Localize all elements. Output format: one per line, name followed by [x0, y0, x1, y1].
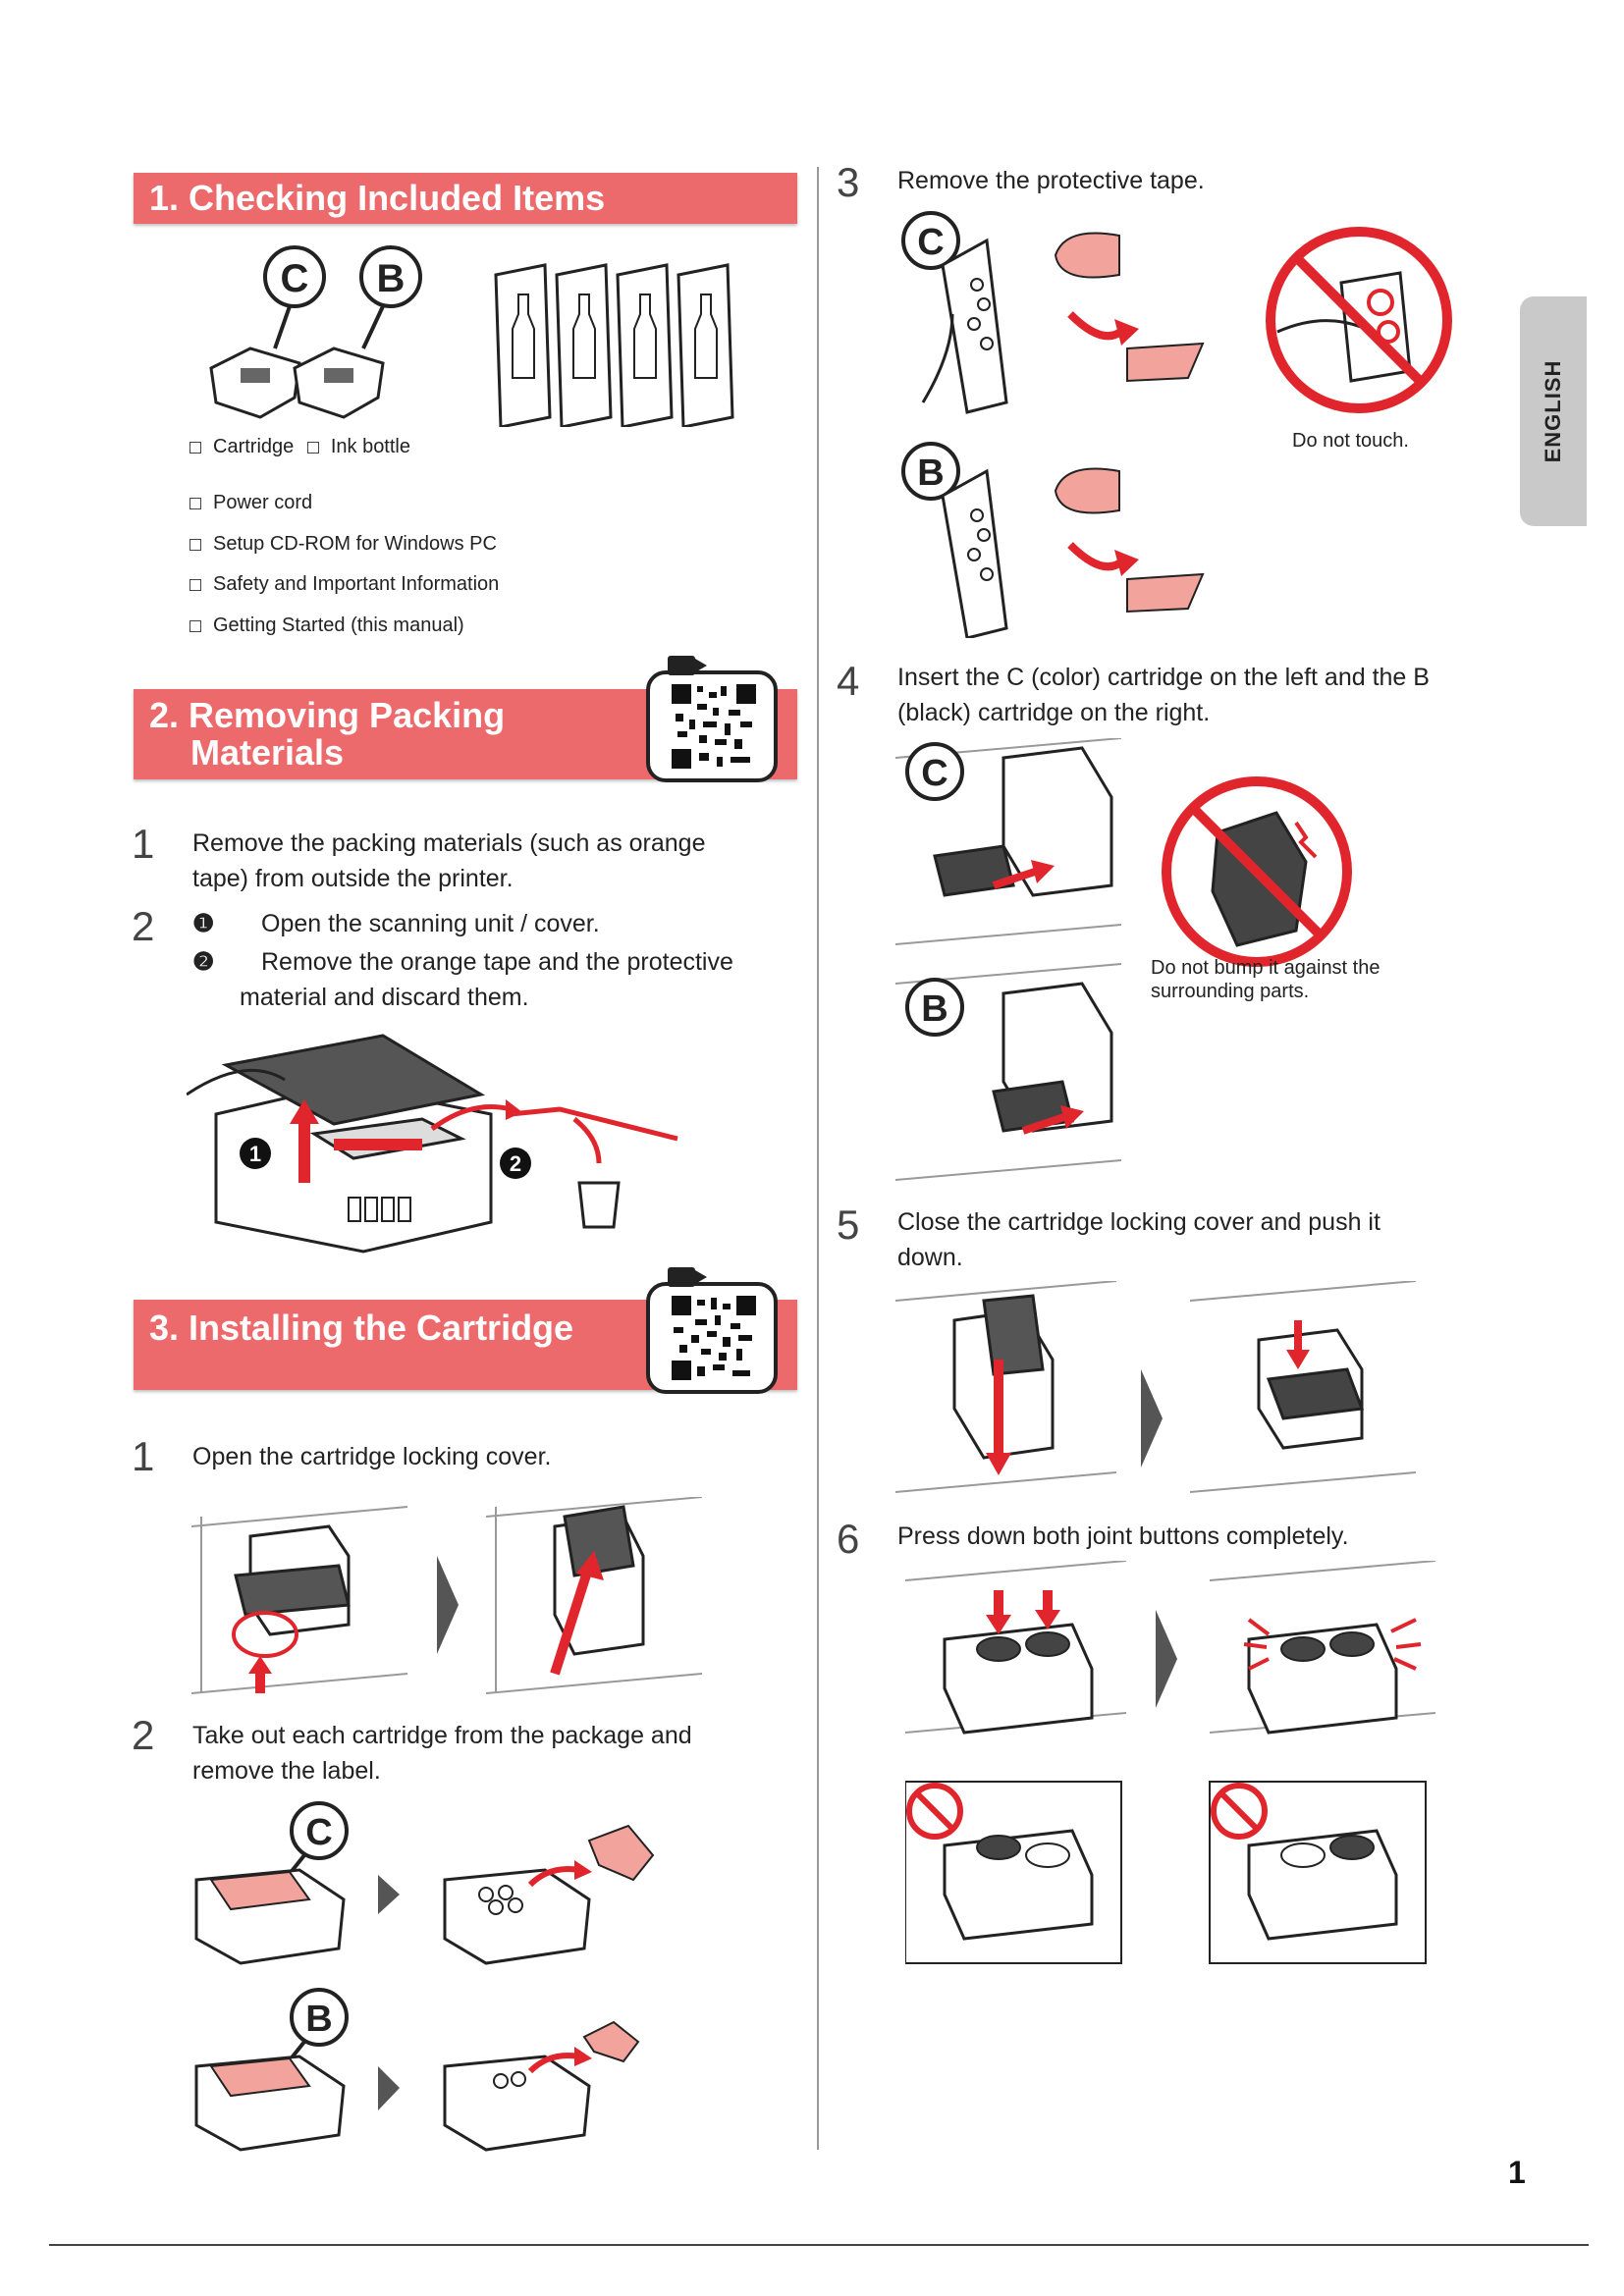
- language-tab-label: ENGLISH: [1541, 359, 1565, 463]
- step-6-text: Press down both joint buttons completely.: [897, 1522, 1349, 1550]
- printer-unpacking-illustration: [187, 1026, 687, 1256]
- cartridge-c-label: C: [280, 257, 309, 300]
- step-5-number: 5: [837, 1201, 860, 1248]
- tape-label-c: C: [917, 222, 945, 263]
- section-1-title: 1. Checking Included Items: [149, 178, 606, 218]
- do-not-bump-caption-line2: surrounding parts.: [1151, 981, 1310, 1002]
- section-2-qr-frame: [646, 670, 778, 782]
- do-not-bump-caption-line1: Do not bump it against the: [1151, 957, 1380, 979]
- label-remove-c: C: [305, 1812, 333, 1853]
- remove-step-2b-marker: ❷: [192, 948, 215, 976]
- open-locking-cover-illustration: [191, 1497, 702, 1703]
- item-getting-started: Getting Started (this manual): [189, 614, 464, 637]
- section-3-qr-frame: [646, 1282, 778, 1394]
- step-3-text: Remove the protective tape.: [897, 167, 1205, 194]
- install-step-2-number: 2: [132, 1712, 155, 1758]
- press-joint-buttons-illustration: [905, 1561, 1435, 1973]
- section-1-banner: [134, 173, 797, 224]
- cartridge-b-label: B: [376, 257, 406, 300]
- remove-step-2a-text: Open the scanning unit / cover.: [261, 910, 600, 937]
- step-6-number: 6: [837, 1516, 860, 1562]
- ink-bottles-illustration: [491, 260, 741, 427]
- do-not-touch-icon: [1263, 224, 1455, 416]
- step-5-text-line2: down.: [897, 1244, 963, 1271]
- remove-step-1-text-line2: tape) from outside the printer.: [192, 865, 514, 892]
- section-2-title-line1: 2. Removing Packing: [149, 695, 506, 735]
- do-not-touch-caption: Do not touch.: [1292, 430, 1409, 452]
- item-cartridge: Cartridge Ink bottle: [189, 436, 410, 458]
- remove-step-2b-text-line2: material and discard them.: [240, 984, 529, 1011]
- section-3-qr-code: [650, 1286, 774, 1390]
- item-safety: Safety and Important Information: [189, 573, 499, 596]
- remove-protective-tape-illustration: [893, 206, 1218, 638]
- install-step-2-text-line2: remove the label.: [192, 1757, 381, 1785]
- fig-marker-1: 1: [248, 1142, 262, 1166]
- remove-step-2a-marker: ❶: [192, 910, 215, 937]
- insert-cartridges-illustration: [895, 738, 1121, 1185]
- install-step-1-text: Open the cartridge locking cover.: [192, 1443, 552, 1470]
- step-5-text-line1: Close the cartridge locking cover and push it: [897, 1208, 1380, 1236]
- section-2-title-line2: Materials: [190, 732, 345, 773]
- section-2-qr-code: [650, 674, 774, 778]
- fig-marker-2: 2: [509, 1151, 522, 1176]
- language-tab: [1520, 296, 1587, 526]
- step-4-number: 4: [837, 658, 860, 704]
- remove-step-1-text-line1: Remove the packing materials (such as orange: [192, 829, 706, 857]
- column-divider: [817, 167, 819, 2150]
- step-4-text-line2: (black) cartridge on the right.: [897, 699, 1211, 726]
- install-step-1-number: 1: [132, 1433, 155, 1479]
- remove-cartridge-label-illustration: [191, 1801, 702, 2179]
- item-setup-cd: Setup CD-ROM for Windows PC: [189, 533, 497, 556]
- item-power-cord: Power cord: [189, 492, 312, 514]
- remove-step-2-number: 2: [132, 903, 155, 949]
- insert-label-c: C: [921, 753, 948, 794]
- cartridges-illustration: [201, 240, 437, 427]
- remove-step-2b-text-line1: Remove the orange tape and the protective: [261, 948, 733, 976]
- section-2-video-icon: [668, 656, 695, 675]
- page-number: 1: [1508, 2155, 1526, 2190]
- section-3-title: 3. Installing the Cartridge: [149, 1308, 574, 1348]
- tape-label-b: B: [917, 453, 945, 494]
- do-not-bump-icon: [1159, 774, 1355, 970]
- install-step-2-text-line1: Take out each cartridge from the package and: [192, 1722, 692, 1749]
- section-3-video-icon: [668, 1267, 695, 1287]
- insert-label-b: B: [921, 988, 948, 1030]
- remove-step-1-number: 1: [132, 821, 155, 867]
- step-3-number: 3: [837, 159, 860, 205]
- footer-rule: [49, 2244, 1589, 2246]
- close-locking-cover-illustration: [895, 1281, 1416, 1497]
- label-remove-b: B: [305, 1999, 333, 2040]
- step-4-text-line1: Insert the C (color) cartridge on the left and the B: [897, 664, 1430, 691]
